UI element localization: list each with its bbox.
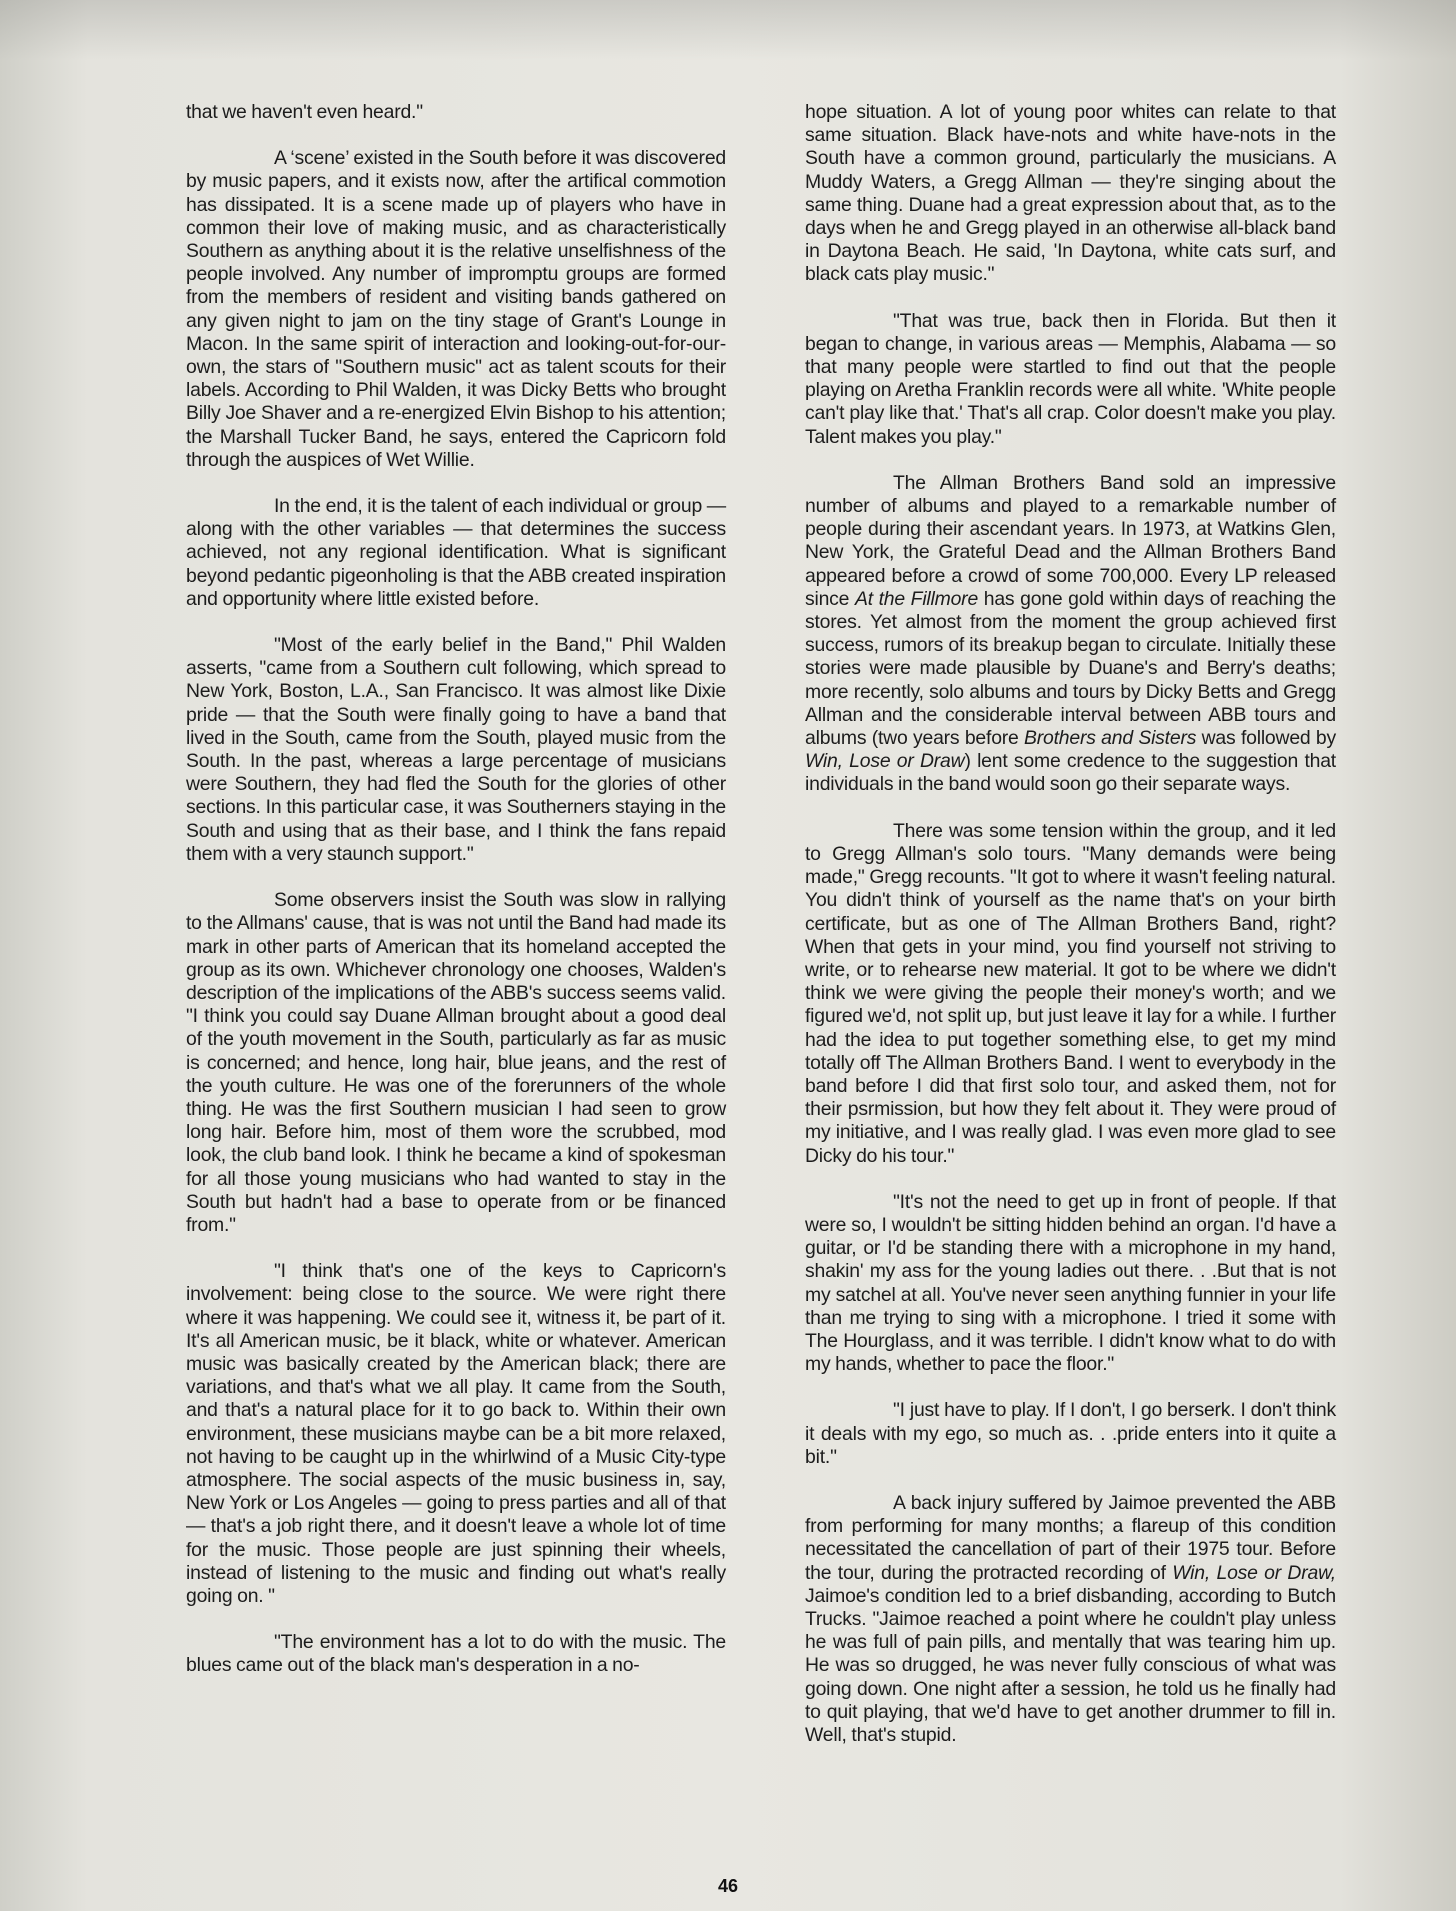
page-shadow bbox=[0, 0, 1456, 60]
paragraph: "I just have to play. If I don't, I go berserk. I don't think it deals with my ego, so much as. . .pride enters into it quite a bit." bbox=[805, 1399, 1336, 1468]
text-run: The Allman Brothers Band sold an impressive number of albums and played to a remarkable number of people during their ascendant years. In 1973, at Watkins Glen, New York, the Grateful Dead and the Allman Brothers Band appeared before a crowd of some 700,000. Every LP released since bbox=[805, 471, 1336, 610]
text-run: A back injury suffered by Jaimoe prevented the ABB from performing for many months; a flareup of this condition necessitated the cancellation of part of their 1975 tour. Before the tour, during the protracted recording of bbox=[805, 1491, 1336, 1584]
album-title: At the Fillmore bbox=[854, 587, 979, 610]
paragraph: "The environment has a lot to do with the music. The blues came out of the black man's desperation in a no- bbox=[186, 1631, 726, 1677]
paragraph: In the end, it is the talent of each individual or group — along with the other variables — that determines the success achieved, not any regional identification. What is significant beyond pedantic pigeonholing is that the ABB created inspiration and opportunity where little existed before. bbox=[186, 495, 726, 610]
album-title: Brothers and Sisters bbox=[1024, 727, 1197, 750]
paragraph: Some observers insist the South was slow in rallying to the Allmans' cause, that is was not until the Band had made its mark in other parts of American that its homeland accepted the group as its own. Whichever chronology one chooses, Walden's description of the implications of the ABB's success seems valid. "I think you could say Duane Allman brought about a good deal of the youth movement in the South, particularly as far as music is concerned; and hence, long hair, blue jeans, and the rest of the youth culture. He was one of the forerunners of the whole thing. He was the first Southern musician I had seen to grow long hair. Before him, most of them wore the scrubbed, mod look, the club band look. I think he became a kind of spokesman for all those young musicians who had wanted to stay in the South but hadn't had a base to operate from or be financed from." bbox=[186, 889, 726, 1236]
album-title: Win, Lose or Draw, bbox=[1172, 1561, 1336, 1584]
paragraph: hope situation. A lot of young poor whites can relate to that same situation. Black have-nots and white have-nots in the South have a common ground, particularly the musicians. A Muddy Waters, a Gregg Allman — they're singing about the same thing. Duane had a great expression about that, as to the days when he and Gregg played in an otherwise all-black band in Daytona Beach. He said, 'In Daytona, white cats surf, and black cats play music." bbox=[805, 101, 1336, 286]
right-text-column bbox=[805, 101, 1336, 1770]
page-number: 46 bbox=[717, 1876, 739, 1896]
paragraph: "Most of the early belief in the Band," Phil Walden asserts, "came from a Southern cult following, which spread to New York, Boston, L.A., San Francisco. It was almost like Dixie pride — that the South were finally going to have a band that lived in the South, came from the South, played music from the South. In the past, whereas a large percentage of musicians were Southern, they had fled the South for the glories of other sections. In this particular case, it was Southerners staying in the South and using that as their base, and I think the fans repaid them with a very staunch support." bbox=[186, 634, 726, 865]
paragraph: "I think that's one of the keys to Capricorn's involvement: being close to the source. We were right there where it was happening. We could see it, witness it, be part of it. It's all American music, be it black, white or whatever. American music was basically created by the American black; there are variations, and that's what we all play. It came from the South, and that's a natural place for it to go back to. Within their own environment, these musicians maybe can be a bit more relaxed, not having to be caught up in the whirlwind of a Music City-type atmosphere. The social aspects of the music business in, say, New York or Los Angeles — going to press parties and all of that — that's a job right there, and it doesn't leave a whole lot of time for the music. Those people are just spinning their wheels, instead of listening to the music and finding out what's really going on. " bbox=[186, 1260, 726, 1607]
left-text-column bbox=[186, 101, 726, 1701]
text-run: Jaimoe's condition led to a brief disbanding, according to Butch Trucks. "Jaimoe reached a point where he couldn't play unless he was full of pain pills, and mentally that was tearing him up. He was so drugged, he was never fully conscious of what was going down. One night after a session, he told us he finally had to quit playing, that we'd have to get another drummer to fill in. Well, that's stupid. bbox=[805, 1584, 1336, 1746]
text-run: has gone gold within days of reaching the stores. Yet almost from the moment the group achieved first success, rumors of its breakup began to circulate. Initially these stories were made plausible by Duane's and Berry's deaths; more recently, solo albums and tours by Dicky Betts and Gregg Allman and the considerable interval between ABB tours and albums (two years before bbox=[805, 587, 1336, 750]
paragraph: A ‘scene’ existed in the South before it was discovered by music papers, and it exists now, after the artifical commotion has dissipated. It is a scene made up of players who have in common their love of making music, and as characteristically Southern as anything about it is the relative unselfishness of the people involved. Any number of impromptu groups are formed from the members of resident and visiting bands gathered on any given night to jam on the tiny stage of Grant's Lounge in Macon. In the same spirit of interaction and looking-out-for-our-own, the stars of "Southern music" act as talent scouts for their labels. According to Phil Walden, it was Dicky Betts who brought Billy Joe Shaver and a re-energized Elvin Bishop to his attention; the Marshall Tucker Band, he says, entered the Capricorn fold through the auspices of Wet Willie. bbox=[186, 147, 726, 471]
paragraph: "It's not the need to get up in front of people. If that were so, I wouldn't be sitting hidden behind an organ. I'd have a guitar, or I'd be standing there with a microphone in my hand, shakin' my ass for the young ladies out there. . .But that is not my satchel at all. You've never seen anything funnier in your life than me trying to sing with a microphone. I tried it some with The Hourglass, and it was terrible. I didn't know what to do with my hands, whether to pace the floor." bbox=[805, 1190, 1336, 1376]
text-run: ) lent some credence to the suggestion that individuals in the band would soon go their separate ways. bbox=[805, 750, 1336, 796]
paragraph: that we haven't even heard." bbox=[186, 101, 423, 123]
paragraph: "That was true, back then in Florida. But then it began to change, in various areas — Memphis, Alabama — so that many people were startled to find out that the people playing on Aretha Franklin records were all white. 'White people can't play like that.' That's all crap. Color doesn't make you play. Talent makes you play." bbox=[805, 309, 1336, 448]
album-title: Win, Lose or Draw bbox=[805, 750, 965, 773]
paragraph: There was some tension within the group, and it led to Gregg Allman's solo tours. "Many demands were being made," Gregg recounts. "It got to where it wasn't feeling natural. You didn't think of yourself as the name that's on your birth certificate, but as one of The Allman Brothers Band, right? When that gets in your mind, you find yourself not striving to write, or to rehearse new material. It got to be where we didn't think we were giving the people their money's worth; and we figured we'd, not split up, but just leave it lay for a while. I further had the idea to put together something else, to get my mind totally off The Allman Brothers Band. I went to everybody in the band before I did that first solo tour, and asked them, not for their psrmission, but how they felt about it. They were proud of my initiative, and I was really glad. I was even more glad to see Dicky do his tour." bbox=[805, 819, 1336, 1167]
paragraph bbox=[805, 472, 1336, 797]
paragraph bbox=[805, 1492, 1336, 1747]
text-run: was followed by bbox=[1196, 727, 1336, 750]
